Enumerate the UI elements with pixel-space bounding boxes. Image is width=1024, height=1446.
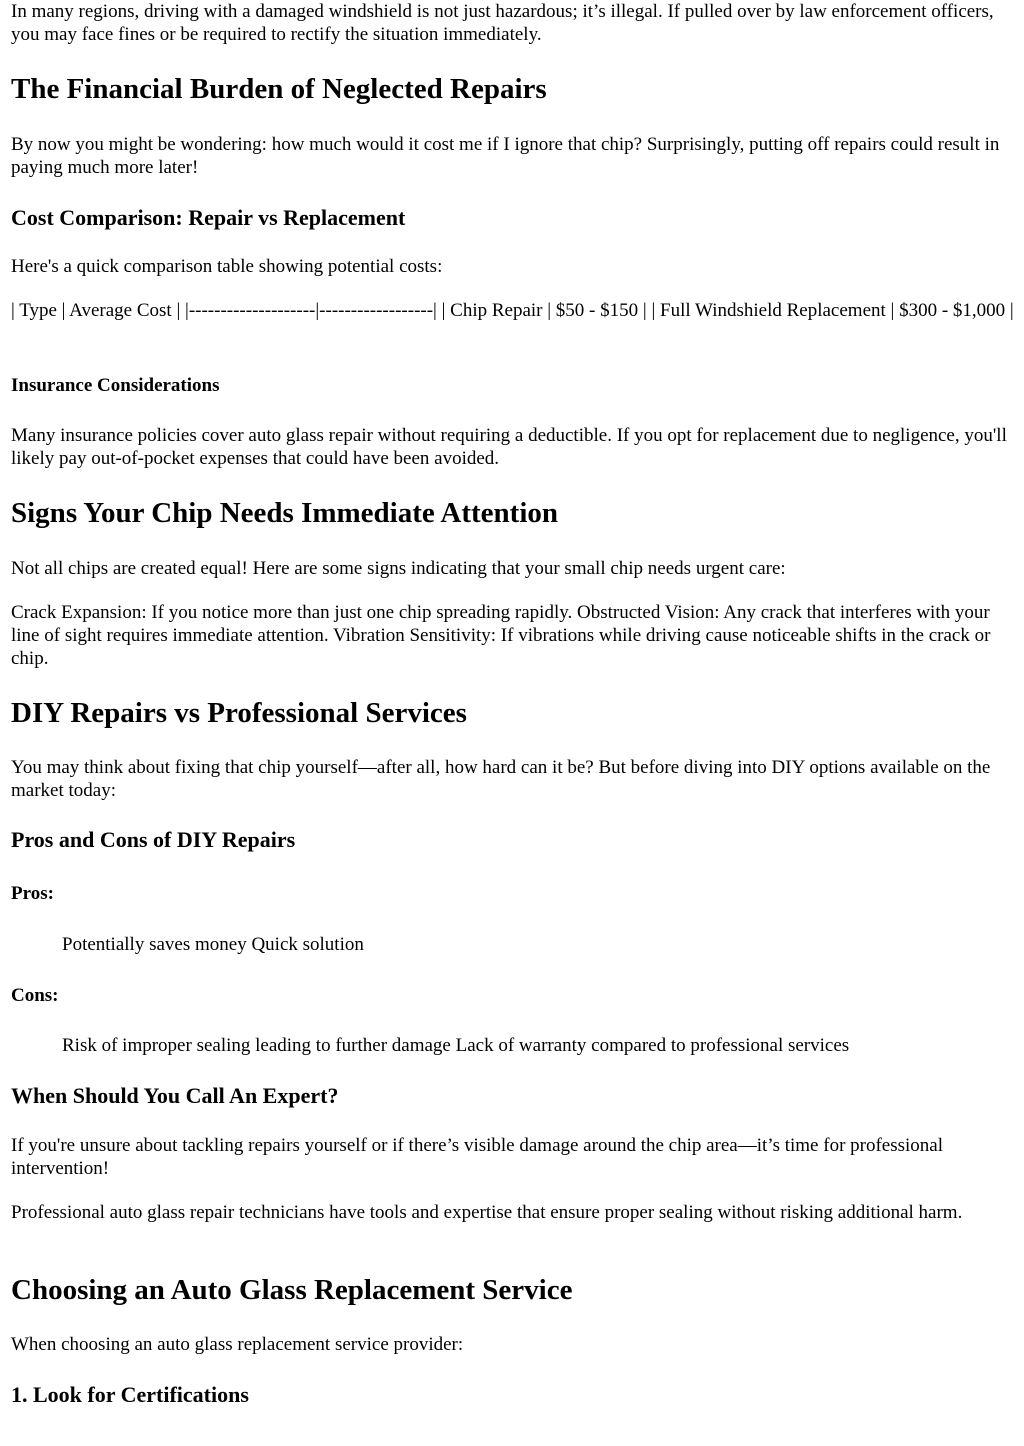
signs-heading: Signs Your Chip Needs Immediate Attention (11, 497, 559, 529)
cost-comparison-intro: Here's a quick comparison table showing potential costs: (11, 256, 443, 277)
signs-list-paragraph: Crack Expansion: If you notice more than just one chip spreading rapidly. Obstructed Vision: Any crack that interferes with your line of sight requires immediate attention. Vibration Sensitivity: If vibrations while driving cause noticeable shifts in the crack or chip. (11, 602, 991, 669)
intro-paragraph: In many regions, driving with a damaged windshield is not just hazardous; it’s illegal. If pulled over by law enforcement officers, you may face fines or be required to rectify the situation immediately. (11, 1, 994, 45)
signs-paragraph: Not all chips are created equal! Here are some signs indicating that your small chip needs urgent care: (11, 558, 786, 579)
certifications-heading: 1. Look for Certifications (11, 1382, 249, 1407)
expert-paragraph-1: If you're unsure about tackling repairs yourself or if there’s visible damage around the chip area—it’s time for professional intervention! (11, 1135, 944, 1179)
expert-paragraph-2: Professional auto glass repair technicians have tools and expertise that ensure proper sealing without risking additional harm. (11, 1202, 963, 1223)
expert-heading: When Should You Call An Expert? (11, 1083, 339, 1108)
cons-label: Cons: (11, 985, 59, 1006)
pros-cons-heading: Pros and Cons of DIY Repairs (11, 827, 296, 852)
pros-label: Pros: (11, 883, 54, 904)
financial-burden-paragraph: By now you might be wondering: how much would it cost me if I ignore that chip? Surprisingly, putting off repairs could result in paying much more later! (11, 134, 1000, 178)
choosing-paragraph: When choosing an auto glass replacement service provider: (11, 1334, 464, 1355)
insurance-paragraph: Many insurance policies cover auto glass repair without requiring a deductible. If you opt for replacement due to negligence, you'll likely pay out-of-pocket expenses that could have been avoided. (11, 425, 1007, 469)
insurance-heading: Insurance Considerations (11, 375, 220, 396)
pros-list: Potentially saves money Quick solution (62, 934, 364, 955)
cons-list: Risk of improper sealing leading to further damage Lack of warranty compared to professional services (62, 1035, 850, 1056)
diy-paragraph: You may think about fixing that chip yourself—after all, how hard can it be? But before diving into DIY options available on the market today: (11, 757, 991, 801)
cost-comparison-heading: Cost Comparison: Repair vs Replacement (11, 205, 406, 230)
cost-comparison-table-text: | Type | Average Cost | |--------------------|------------------| | Chip Repair | $50 - $150 | | Full Windshield Replacement | $300 - $1,000 | (11, 300, 1014, 321)
choosing-heading: Choosing an Auto Glass Replacement Service (11, 1274, 573, 1306)
diy-heading: DIY Repairs vs Professional Services (11, 697, 467, 729)
financial-burden-heading: The Financial Burden of Neglected Repairs (11, 73, 547, 105)
